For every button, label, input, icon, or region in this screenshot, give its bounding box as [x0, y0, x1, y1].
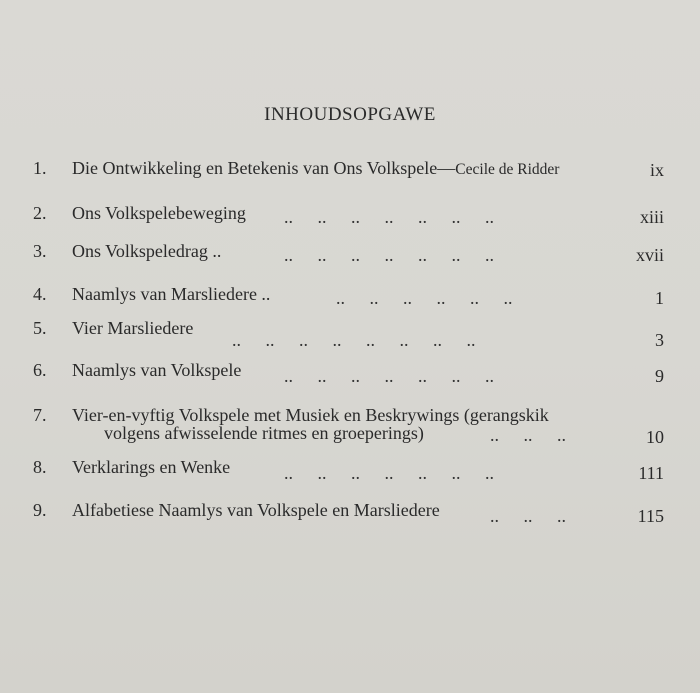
entry-title [72, 157, 559, 181]
entry-number: 3. [33, 241, 47, 261]
entry-leader-dots: .. .. .. [490, 425, 566, 445]
entry-title: Vier Marsliedere [72, 318, 194, 338]
entry-title: Ons Volkspeledrag .. [72, 241, 222, 261]
entry-number: 4. [33, 284, 47, 304]
entry-page-number: ix [649, 160, 664, 180]
entry-page-number: xvii [635, 245, 664, 265]
entry-page-number: 9 [655, 366, 664, 386]
entry-number: 2. [33, 203, 47, 223]
entry-leader-dots: .. .. .. .. .. .. .. [284, 366, 494, 386]
entry-page-number: 1 [655, 288, 664, 308]
entry-title: Verklarings en Wenke [72, 457, 231, 477]
entry-title-continued: volgens afwisselende ritmes en groeperings) [104, 423, 424, 443]
entry-number: 8. [33, 457, 47, 477]
entry-page-number: xiii [639, 207, 664, 227]
page-title: INHOUDSOPGAWE [264, 104, 436, 125]
entry-page-number: 111 [638, 463, 664, 483]
entry-number: 6. [33, 360, 47, 380]
entry-leader-dots: .. .. .. .. .. .. .. [284, 463, 494, 483]
entry-leader-dots: .. .. .. .. .. .. .. .. [232, 330, 476, 350]
entry-title: Alfabetiese Naamlys van Volkspele en Marsliedere [72, 500, 440, 520]
entry-number: 9. [33, 500, 47, 520]
entry-title-text: Die Ontwikkeling en Betekenis van Ons Volkspele— [72, 158, 456, 178]
entry-leader-dots: .. .. .. .. .. .. .. [284, 207, 494, 227]
entry-number: 1. [33, 158, 47, 178]
entry-title: Naamlys van Marsliedere .. [72, 284, 271, 304]
entry-page-number: 3 [655, 330, 664, 350]
entry-number: 7. [33, 405, 47, 425]
entry-title: Vier-en-vyftig Volkspele met Musiek en Beskrywings (gerangskik [72, 405, 549, 425]
entry-page-number: 115 [637, 506, 664, 526]
entry-title: Naamlys van Volkspele [72, 360, 242, 380]
entry-leader-dots: .. .. .. .. .. .. .. [284, 245, 494, 265]
entry-leader-dots: .. .. .. [490, 506, 566, 526]
entry-number: 5. [33, 318, 47, 338]
entry-title: Ons Volkspelebeweging [72, 203, 246, 223]
entry-page-number: 10 [646, 427, 664, 447]
entry-leader-dots: .. .. .. .. .. .. [336, 288, 513, 308]
entry-author: Cecile de Ridder [455, 161, 560, 178]
